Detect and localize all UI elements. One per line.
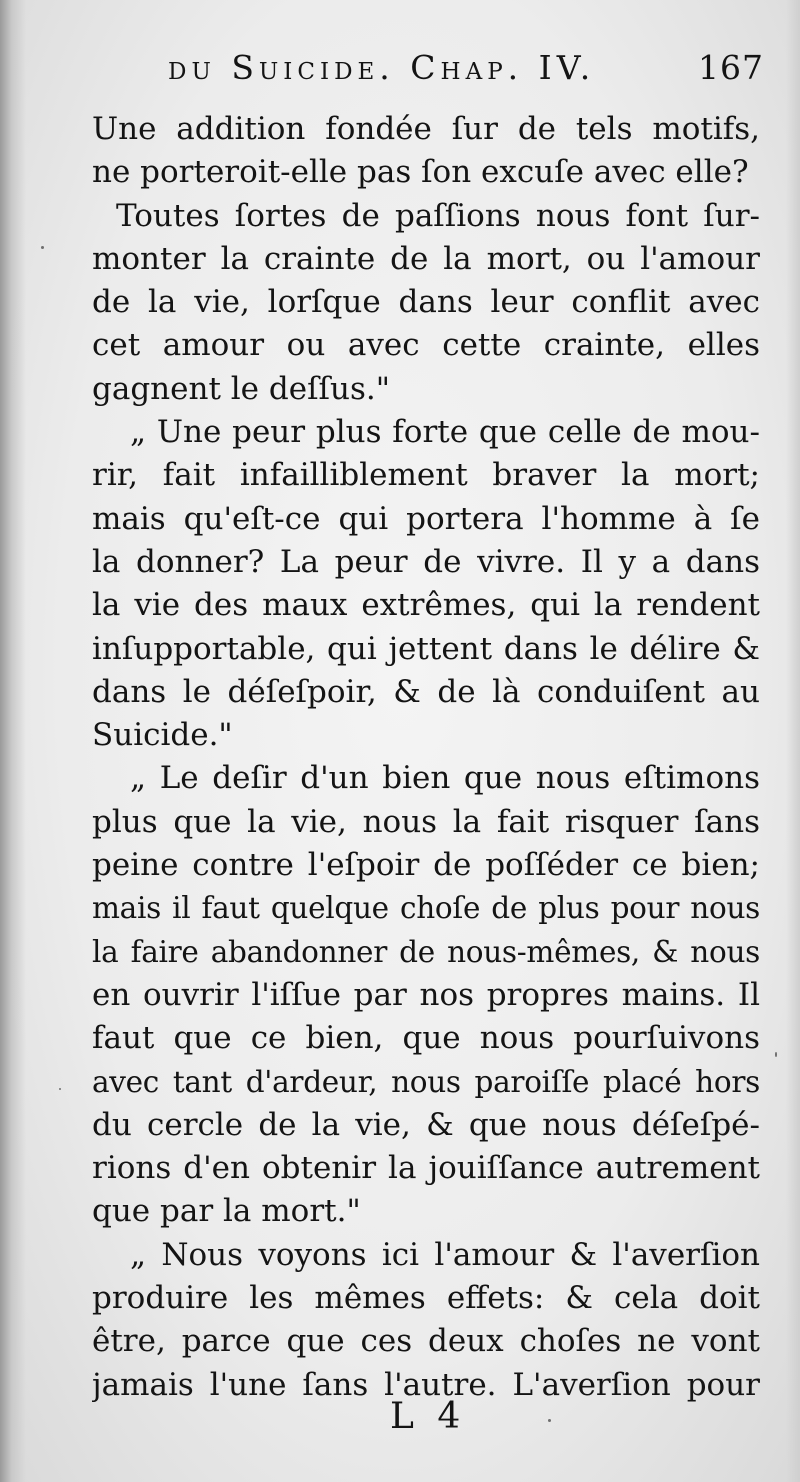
text-line: peine contre l'eſpoir de poſſéder ce bien; [92,847,760,884]
text-line: inſupportable, qui jettent dans le délire & [92,630,760,667]
text-line: être, parce que ces deux choſes ne vont [92,1323,760,1360]
text-line: en ouvrir l'iſſue par nos propres mains. Il [92,976,760,1013]
text-line: la vie des maux extrêmes, qui la rendent [92,587,760,624]
paper-speck [41,246,44,249]
text-line: „ Le deſir d'un bien que nous eſtimons [130,760,760,797]
gutter-shadow [0,0,26,1482]
text-line: la donner? La peur de vivre. Il y a dans [92,543,760,580]
running-head-title: du Suicide. Chap. IV. [168,48,596,87]
text-line: jamais l'une ſans l'autre. L'averſion pour [92,1366,760,1403]
running-head [168,44,768,92]
text-line: monter la crainte de la mort, ou l'amour [92,240,760,277]
text-line: „ Nous voyons ici l'amour & l'averſion [130,1236,760,1273]
text-line: Suicide." [92,717,233,754]
text-line: avec tant d'ardeur, nous paroiſſe placé hors [92,1064,760,1099]
text-line: cet amour ou avec cette crainte, elles [92,327,760,364]
text-line: du cercle de la vie, & que nous déſeſpé- [92,1106,760,1143]
paper-speck [775,1052,777,1057]
text-line: mais qu'eſt-ce qui portera l'homme à ſe [92,500,760,537]
text-line: Une addition fondée ſur de tels motifs, [92,111,760,147]
page-number: 167 [698,48,764,87]
text-line: rir, fait infailliblement braver la mort; [92,457,760,494]
body-text [92,108,760,1407]
paper-speck [59,1088,61,1090]
text-line: „ Une peur plus forte que celle de mou- [130,414,760,451]
text-line: de la vie, lorſque dans leur conflit avec [92,284,760,321]
text-line: faut que ce bien, que nous pourſuivons [92,1020,760,1057]
text-line: la faire abandonner de nous-mêmes, & nous [92,934,760,969]
text-line: gagnent le deſſus." [92,370,390,407]
text-line: Toutes ſortes de paſſions nous font ſur- [116,197,760,234]
signature-mark: L 4 [390,1396,467,1437]
page-edge-shading [786,0,800,1482]
text-line: mais il faut quelque choſe de plus pour nous [92,891,760,926]
text-line: que par la mort." [92,1193,361,1230]
text-line: produire les mêmes effets: & cela doit [92,1280,760,1317]
text-line: dans le déſeſpoir, & de là conduiſent au [92,673,760,710]
text-line: plus que la vie, nous la fait risquer ſans [92,803,760,840]
text-line: rions d'en obtenir la jouiſſance autrement [92,1150,760,1187]
paper-speck [548,1419,551,1422]
text-line: ne porteroit-elle pas ſon excuſe avec elle? [92,154,749,191]
